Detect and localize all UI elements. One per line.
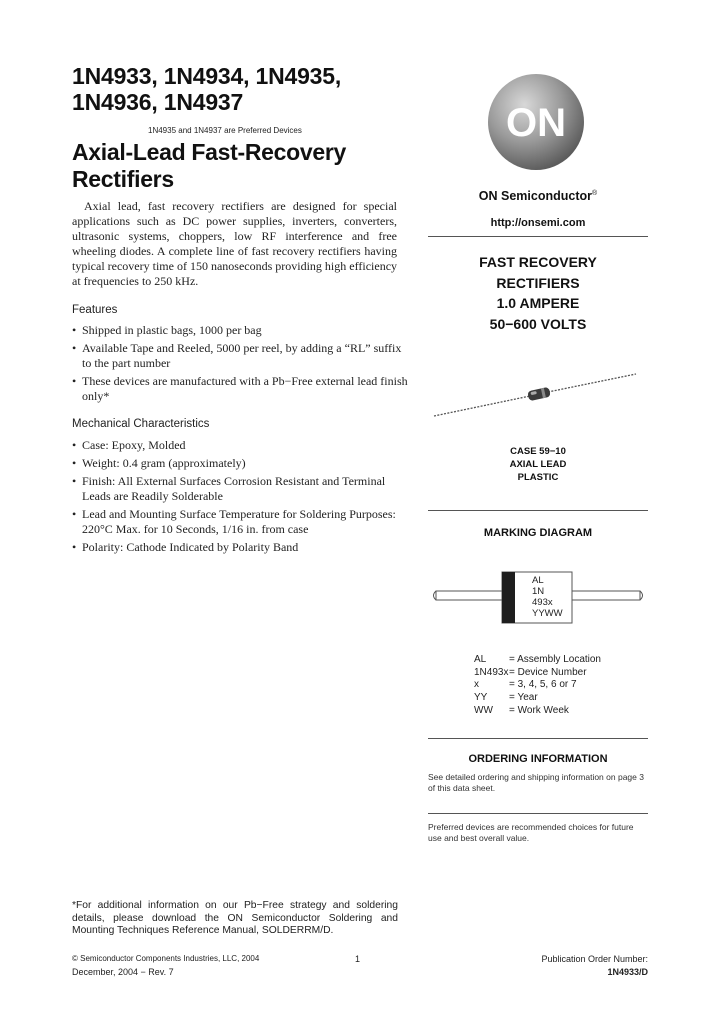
ordering-info-text: See detailed ordering and shipping information on page 3 of this data sheet. bbox=[428, 772, 644, 793]
mechanical-list bbox=[72, 438, 412, 558]
footnote: *For additional information on our Pb−Free strategy and soldering details, please download the ON Semiconductor Soldering and Mounting Techniques Reference Manual, SOLDERRM/D. bbox=[72, 900, 398, 936]
spec-line: RECTIFIERS bbox=[496, 274, 580, 291]
legend-value: = Work Week bbox=[509, 704, 569, 716]
list-item: • Lead and Mounting Surface Temperature for Soldering Purposes: 220°C Max. for 10 Seconds, 1/16 in. from case bbox=[72, 507, 412, 537]
list-item: • Finish: All External Surfaces Corrosion Resistant and Terminal Leads are Readily Solderable bbox=[72, 474, 412, 504]
document-subtitle bbox=[72, 139, 402, 193]
subtitle-line-2: Rectifiers bbox=[72, 166, 174, 192]
copyright: © Semiconductor Components Industries, LLC, 2004 bbox=[72, 954, 260, 963]
case-line: AXIAL LEAD bbox=[509, 459, 567, 470]
spec-line: FAST RECOVERY bbox=[479, 254, 597, 270]
preferred-devices-text: Preferred devices are recommended choices for future use and best overall value. bbox=[428, 822, 634, 843]
document-title bbox=[72, 63, 392, 115]
legend-value: = Year bbox=[509, 692, 538, 704]
legend-row bbox=[474, 654, 601, 667]
list-item: • Case: Epoxy, Molded bbox=[72, 438, 412, 453]
spec-line: 50−600 VOLTS bbox=[489, 315, 587, 332]
divider bbox=[428, 813, 648, 814]
marking-legend bbox=[474, 654, 601, 718]
features-heading: Features bbox=[72, 304, 118, 316]
case-info bbox=[428, 445, 648, 484]
intro-paragraph: Axial lead, fast recovery rectifiers are designed for special applications such as DC power supplies, inverters, converters, ultrasonic systems, choppers, low RF interference and free wheeling diodes. A complete line of fast recovery rectifiers having typical recovery time of 150 nanoseconds providing high efficiency at frequencies to 250 kHz. bbox=[72, 199, 398, 288]
spec-line: 1.0 AMPERE bbox=[496, 295, 580, 311]
list-item: • Weight: 0.4 gram (approximately) bbox=[72, 456, 412, 471]
axial-diode-illustration bbox=[428, 362, 648, 428]
legend-row bbox=[474, 679, 601, 692]
features-list bbox=[72, 323, 412, 407]
marking-diagram-title: MARKING DIAGRAM bbox=[483, 527, 593, 539]
preferred-devices-note: 1N4935 and 1N4937 are Preferred Devices bbox=[148, 126, 302, 135]
legend-value: = 3, 4, 5, 6 or 7 bbox=[509, 679, 577, 691]
publication-label: Publication Order Number: bbox=[541, 954, 648, 964]
legend-value: = Assembly Location bbox=[509, 654, 601, 665]
list-item: • Shipped in plastic bags, 1000 per bag bbox=[72, 323, 412, 338]
legend-row bbox=[474, 667, 601, 680]
list-item: • These devices are manufactured with a Pb−Free external lead finish only* bbox=[72, 374, 412, 404]
mechanical-heading: Mechanical Characteristics bbox=[72, 418, 210, 430]
divider bbox=[428, 738, 648, 739]
legend-key: WW bbox=[474, 704, 493, 716]
list-item: • Polarity: Cathode Indicated by Polarity Band bbox=[72, 540, 412, 555]
legend-key: YY bbox=[474, 692, 488, 704]
case-line: PLASTIC bbox=[517, 472, 559, 483]
divider bbox=[428, 510, 648, 511]
registered-mark: ® bbox=[592, 189, 598, 197]
legend-value: = Device Number bbox=[509, 666, 587, 678]
marking-line: 1N bbox=[532, 586, 545, 597]
list-item: • Available Tape and Reeled, 5000 per reel, by adding a “RL” suffix to the part number bbox=[72, 341, 412, 371]
title-line-2: 1N4936, 1N4937 bbox=[72, 89, 244, 115]
subtitle-line-1: Axial-Lead Fast-Recovery bbox=[72, 139, 347, 165]
brand-name bbox=[428, 189, 648, 203]
case-line: CASE 59−10 bbox=[510, 446, 566, 457]
logo-icon bbox=[486, 72, 586, 172]
divider bbox=[428, 236, 648, 237]
page-number: 1 bbox=[355, 954, 361, 964]
marking-line: 493x bbox=[532, 597, 553, 608]
polarity-band bbox=[502, 572, 515, 623]
spec-summary bbox=[428, 252, 648, 334]
publication-number: 1N4933/D bbox=[607, 967, 648, 977]
legend-key: x bbox=[474, 679, 479, 691]
brand-text: ON Semiconductor bbox=[478, 189, 593, 203]
legend-key: AL bbox=[474, 654, 487, 665]
date-revision: December, 2004 − Rev. 7 bbox=[72, 967, 174, 977]
website-link[interactable]: http://onsemi.com bbox=[490, 217, 586, 229]
ordering-info-title: ORDERING INFORMATION bbox=[468, 753, 608, 765]
marking-line: YYWW bbox=[532, 608, 563, 619]
marking-line: AL bbox=[532, 575, 544, 586]
title-line-1: 1N4933, 1N4934, 1N4935, bbox=[72, 63, 342, 89]
legend-row bbox=[474, 692, 601, 705]
on-semiconductor-logo bbox=[486, 72, 586, 172]
legend-row bbox=[474, 705, 601, 718]
legend-key: 1N493x bbox=[474, 666, 509, 678]
logo-text: ON bbox=[506, 101, 566, 145]
marking-diagram bbox=[428, 565, 648, 629]
